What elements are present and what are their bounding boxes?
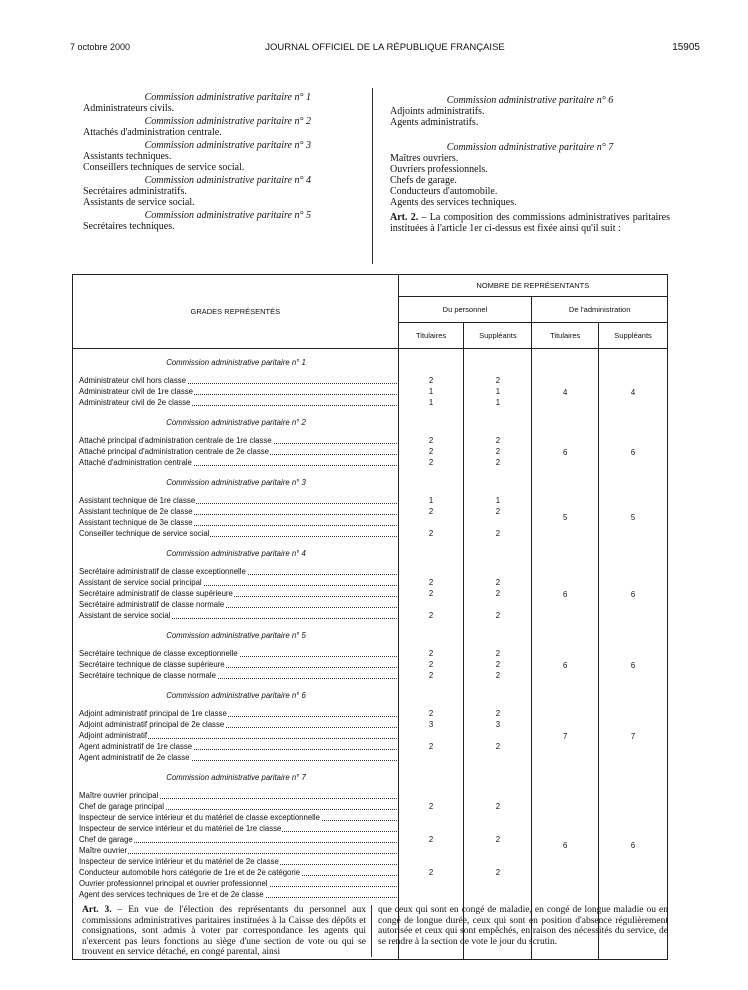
personnel-suppleants-value: [464, 599, 531, 610]
personnel-suppleants-value: 2: [495, 611, 501, 620]
admin-suppleants-value: 6: [630, 447, 636, 457]
grade-row: [79, 730, 397, 741]
personnel-titulaires-value: 2: [428, 649, 434, 658]
grade-row: [79, 889, 397, 900]
personnel-suppleants-value: [464, 845, 531, 856]
grade-label: Attaché principal d'administration centrale de 2e classe: [79, 447, 270, 456]
grades-header: GRADES REPRÉSENTÉS: [73, 275, 399, 349]
grade-row: [79, 741, 397, 752]
personnel-titulaires-value: 2: [428, 835, 434, 844]
commission-title: Commission administrative paritaire n° 2: [144, 116, 311, 127]
personnel-suppleants-value: 2: [495, 742, 501, 751]
admin-titulaires-value: 6: [563, 447, 568, 457]
grade-row: [79, 446, 397, 457]
grade-row: [79, 506, 397, 517]
grade-row: [79, 375, 397, 386]
grade-label: Maître ouvrier principal: [79, 791, 159, 800]
header-journal-title: JOURNAL OFFICIEL DE LA RÉPUBLIQUE FRANÇAISE: [265, 42, 505, 53]
grade-label: Agent administratif de 2e classe: [79, 753, 190, 762]
grade-row: [79, 834, 397, 845]
personnel-titulaires-value: [399, 517, 464, 528]
grade-row: [79, 386, 397, 397]
article-2-text: – La composition des commissions administratives paritaires instituées à l'article 1er ci-dessus est fixée ainsi qu'il suit :: [390, 212, 670, 234]
grade-label: Conseiller technique de service social: [79, 529, 210, 538]
personnel-titulaires-value: 2: [428, 742, 434, 751]
commission-grade-item: Secrétaires administratifs.: [83, 186, 187, 197]
personnel-titulaires-value: 2: [428, 589, 434, 598]
commission-grade-item: Agents administratifs.: [390, 117, 479, 128]
personnel-titulaires-value: 2: [428, 868, 434, 877]
personnel-suppleants-value: 2: [495, 447, 501, 456]
admin-suppleants-value: 7: [630, 731, 636, 741]
personnel-titulaires-value: 2: [428, 660, 434, 669]
grade-label: Secrétaire technique de classe supérieure: [79, 660, 225, 669]
commission-grade-item: Conseillers techniques de service social.: [83, 162, 245, 173]
admin-titulaires-value: 7: [563, 731, 568, 741]
grade-label: Ouvrier professionnel principal et ouvrier professionnel: [79, 879, 268, 888]
personnel-suppleants-header: Suppléants: [464, 323, 532, 349]
grade-label: Adjoint administratif principal de 1re classe: [79, 709, 227, 718]
personnel-titulaires-value: 2: [428, 529, 434, 538]
personnel-suppleants-value: [464, 812, 531, 823]
grade-row: [79, 790, 397, 801]
grade-row: [79, 878, 397, 889]
grade-label: Assistant technique de 3e classe: [79, 518, 193, 527]
personnel-titulaires-value: 2: [428, 507, 434, 516]
right-commission-list: [390, 95, 670, 208]
personnel-suppleants-value: 2: [495, 376, 501, 385]
commission-grade-item: Secrétaires techniques.: [83, 221, 175, 232]
grade-label: Conducteur automobile hors catégorie de 1re et de 2e catégorie: [79, 868, 301, 877]
personnel-suppleants-value: 2: [495, 835, 501, 844]
commission-grade-item: Maîtres ouvriers.: [390, 153, 459, 164]
group-title: Commission administrative paritaire n° 3: [166, 478, 306, 487]
group-title: Commission administrative paritaire n° 1: [166, 358, 306, 367]
personnel-suppleants-column: [464, 349, 532, 960]
personnel-titulaires-value: [399, 790, 464, 801]
grade-row: [79, 610, 397, 621]
personnel-suppleants-value: 2: [495, 649, 501, 658]
personnel-titulaires-value: 2: [428, 436, 434, 445]
commission-title: Commission administrative paritaire n° 4: [144, 175, 311, 186]
personnel-suppleants-value: [464, 752, 531, 763]
grade-label: Assistant de service social: [79, 611, 171, 620]
administration-header: De l'administration: [532, 297, 668, 323]
grade-label: Administrateur civil de 2e classe: [79, 398, 191, 407]
commission-title: Commission administrative paritaire n° 5: [144, 210, 311, 221]
grade-label: Chef de garage: [79, 835, 133, 844]
personnel-titulaires-value: 1: [428, 387, 434, 396]
admin-titulaires-value: 6: [563, 660, 568, 670]
personnel-suppleants-value: 2: [495, 802, 501, 811]
personnel-titulaires-value: 2: [428, 376, 434, 385]
admin-suppleants-value: 6: [630, 841, 636, 850]
article-3-right: que ceux qui sont en congé de maladie, en congé de longue maladie ou en congé de longue durée, ceux qui sont en position d'absence régulièrement autorisée et ceux qui sont empêchés, en raison des nécessités du service, de se rendre à la section de vote le jour du scrutin.: [378, 905, 668, 947]
commission-grade-item: Assistants de service social.: [83, 197, 195, 208]
grade-label: Secrétaire technique de classe exceptionnelle: [79, 649, 238, 658]
grade-row: [79, 752, 397, 763]
commission-grade-item: Agents des services techniques.: [390, 197, 517, 208]
personnel-suppleants-value: 3: [495, 720, 501, 729]
header-page-number: 15905: [672, 42, 700, 53]
bottom-column-separator: [371, 905, 372, 957]
article-2-label: Art. 2.: [390, 212, 419, 223]
grade-row: [79, 435, 397, 446]
personnel-suppleants-value: 2: [495, 709, 501, 718]
personnel-suppleants-value: 2: [495, 458, 501, 467]
left-column-commissions: [83, 90, 311, 232]
commission-title: Commission administrative paritaire n° 7: [446, 142, 614, 153]
personnel-suppleants-value: 2: [495, 529, 501, 538]
admin-suppleants-column: [599, 349, 668, 960]
grade-row: [79, 457, 397, 468]
grade-label: Adjoint administratif: [79, 731, 148, 740]
personnel-titulaires-value: [399, 878, 464, 889]
group-title: Commission administrative paritaire n° 4: [166, 549, 306, 558]
personnel-suppleants-value: 2: [495, 507, 501, 516]
admin-titulaires-header: Titulaires: [532, 323, 599, 349]
personnel-titulaires-header: Titulaires: [398, 323, 464, 349]
grade-label: Maître ouvrier: [79, 846, 128, 855]
personnel-titulaires-value: 2: [428, 447, 434, 456]
grade-row: [79, 588, 397, 599]
admin-suppleants-header: Suppléants: [599, 323, 668, 349]
personnel-suppleants-value: 2: [495, 671, 501, 680]
personnel-titulaires-value: 2: [428, 611, 434, 620]
group-title: Commission administrative paritaire n° 5: [166, 631, 306, 640]
personnel-suppleants-value: [464, 889, 531, 900]
right-column-commissions: [390, 93, 670, 234]
commission-title: Commission administrative paritaire n° 3: [144, 140, 311, 151]
grade-label: Assistant technique de 1re classe: [79, 496, 196, 505]
grade-row: [79, 659, 397, 670]
representatives-table: [72, 274, 668, 960]
grade-row: [79, 719, 397, 730]
article-2-paragraph: [390, 212, 670, 234]
personnel-suppleants-value: 2: [495, 868, 501, 877]
grade-label: Assistant technique de 2e classe: [79, 507, 193, 516]
grade-label: Attaché principal d'administration centrale de 1re classe: [79, 436, 272, 445]
group-title: Commission administrative paritaire n° 2: [166, 418, 306, 427]
commission-grade-item: Administrateurs civils.: [83, 103, 175, 114]
grade-row: [79, 495, 397, 506]
grade-label: Adjoint administratif principal de 2e classe: [79, 720, 225, 729]
personnel-titulaires-value: 2: [428, 458, 434, 467]
admin-suppleants-value: 6: [630, 589, 636, 599]
admin-titulaires-value: 5: [563, 513, 568, 522]
grade-label: Administrateur civil de 1re classe: [79, 387, 193, 396]
grade-label: Secrétaire technique de classe normale: [79, 671, 216, 680]
grade-label: Attaché d'administration centrale: [79, 458, 192, 467]
grade-label: Inspecteur de service intérieur et du matériel de 2e classe: [79, 857, 279, 866]
personnel-titulaires-value: [399, 823, 464, 834]
commission-grade-item: Chefs de garage.: [390, 175, 457, 186]
personnel-suppleants-value: 2: [495, 436, 501, 445]
personnel-titulaires-column: [398, 349, 464, 960]
admin-suppleants-value: 4: [630, 387, 636, 397]
grade-label: Agent des services techniques de 1re et de 2e classe: [79, 890, 264, 899]
personnel-suppleants-value: 1: [495, 398, 501, 407]
grade-row: [79, 812, 397, 823]
personnel-titulaires-value: 3: [428, 720, 434, 729]
grade-row: [79, 528, 397, 539]
admin-titulaires-value: 6: [563, 589, 568, 599]
grade-row: [79, 845, 397, 856]
personnel-titulaires-value: 1: [428, 398, 434, 407]
commission-grade-item: Adjoints administratifs.: [390, 106, 485, 117]
personnel-titulaires-value: 1: [428, 496, 434, 505]
header-date: 7 octobre 2000: [70, 42, 131, 52]
personnel-titulaires-value: [399, 730, 464, 741]
personnel-suppleants-value: [464, 878, 531, 889]
article-3-label: Art. 3.: [82, 905, 112, 915]
page-header: [70, 42, 700, 56]
admin-titulaires-value: 4: [563, 387, 568, 397]
personnel-titulaires-value: [399, 856, 464, 867]
grade-row: [79, 566, 397, 577]
personnel-titulaires-value: 2: [428, 802, 434, 811]
grade-label: Assistant de service social principal: [79, 578, 202, 587]
grades-column: [73, 349, 399, 960]
grade-row: [79, 867, 397, 878]
personnel-titulaires-value: [399, 752, 464, 763]
grade-row: [79, 708, 397, 719]
group-title: Commission administrative paritaire n° 6: [166, 691, 306, 700]
grade-label: Inspecteur de service intérieur et du matériel de classe exceptionnelle: [79, 813, 320, 822]
personnel-suppleants-value: 2: [495, 589, 501, 598]
grade-row: [79, 517, 397, 528]
admin-titulaires-value: 6: [563, 841, 568, 850]
admin-suppleants-value: 6: [630, 660, 636, 670]
personnel-titulaires-value: [399, 812, 464, 823]
grade-label: Secrétaire administratif de classe normale: [79, 600, 225, 609]
grade-label: Administrateur civil hors classe: [79, 376, 187, 385]
grade-row: [79, 856, 397, 867]
grade-row: [79, 801, 397, 812]
admin-titulaires-column: [532, 349, 599, 960]
column-separator: [372, 88, 373, 264]
grade-row: [79, 397, 397, 408]
personnel-titulaires-value: [399, 845, 464, 856]
grade-row: [79, 577, 397, 588]
grade-row: [79, 599, 397, 610]
personnel-suppleants-value: [464, 856, 531, 867]
personnel-suppleants-value: 2: [495, 660, 501, 669]
personnel-titulaires-value: [399, 889, 464, 900]
personnel-suppleants-value: 2: [495, 578, 501, 587]
personnel-suppleants-value: 1: [495, 387, 501, 396]
commission-grade-item: Conducteurs d'automobile.: [390, 186, 498, 197]
grade-row: [79, 670, 397, 681]
personnel-suppleants-value: 1: [495, 496, 501, 505]
article-3-text-left: – En vue de l'élection des représentants du personnel aux commissions administratives paritaires instituées à la Caisse des dépôts et consignations, sont admis à voter par correspondance les agents qui n'exercent pas leurs fonctions au siège d'une section de vote ou qui se trouvent en service détaché, en congé parental, ainsi: [82, 905, 366, 958]
personnel-suppleants-value: [464, 517, 531, 528]
grade-row: [79, 648, 397, 659]
grade-label: Secrétaire administratif de classe exceptionnelle: [79, 567, 246, 576]
personnel-titulaires-value: 2: [428, 671, 434, 680]
commission-grade-item: Ouvriers professionnels.: [390, 164, 488, 175]
admin-suppleants-value: 5: [630, 513, 636, 522]
commission-title: Commission administrative paritaire n° 6: [446, 95, 614, 106]
article-3-left: [82, 905, 366, 958]
grade-label: Agent administratif de 1re classe: [79, 742, 193, 751]
personnel-titulaires-value: 2: [428, 709, 434, 718]
personnel-titulaires-value: 2: [428, 578, 434, 587]
grade-label: Inspecteur de service intérieur et du matériel de 1re classe: [79, 824, 282, 833]
commission-grade-item: Attachés d'administration centrale.: [83, 127, 222, 138]
personnel-suppleants-value: [464, 566, 531, 577]
personnel-titulaires-value: [399, 566, 464, 577]
personnel-suppleants-value: [464, 823, 531, 834]
group-title: Commission administrative paritaire n° 7: [166, 773, 306, 782]
personnel-suppleants-value: [464, 730, 531, 741]
grade-label: Chef de garage principal: [79, 802, 164, 811]
grade-row: [79, 823, 397, 834]
personnel-header: Du personnel: [398, 297, 532, 323]
personnel-titulaires-value: [399, 599, 464, 610]
commission-title: Commission administrative paritaire n° 1: [144, 92, 311, 103]
grade-label: Secrétaire administratif de classe supérieure: [79, 589, 233, 598]
personnel-suppleants-value: [464, 790, 531, 801]
commission-grade-item: Assistants techniques.: [83, 151, 172, 162]
nombre-header: NOMBRE DE REPRÉSENTANTS: [398, 275, 667, 297]
